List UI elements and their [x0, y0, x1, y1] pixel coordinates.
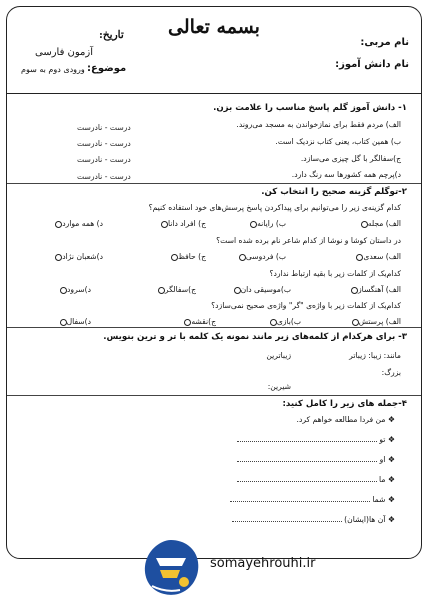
q4-item-4-blank[interactable] — [230, 501, 370, 502]
bullet-star-icon: ❖ — [387, 495, 395, 504]
bullet-star-icon: ❖ — [387, 475, 395, 484]
q3-example-prefix: مانند: زیبا: — [368, 351, 401, 360]
q2-q1-option-b[interactable] — [249, 219, 286, 228]
header-divider — [7, 93, 421, 94]
radio-circle-icon[interactable] — [239, 254, 246, 261]
q1-item-a-tf: درست - نادرست — [77, 123, 131, 132]
q4-item-4-label: شما — [372, 495, 386, 504]
q4-title: ۴-جمله های زیر را کامل کنید: — [282, 399, 407, 409]
q2-q2-option-c[interactable] — [170, 252, 206, 261]
q2-question-4: کدام‌یک از کلمات زیر با واژه‌ی "گر" واژه‌ی صحیح نمی‌سازد؟ — [211, 301, 401, 310]
divider-2 — [7, 327, 421, 328]
q4-item-5-label: آن ها(ایشان) — [344, 515, 386, 524]
subject-value: آزمون فارسی — [35, 47, 94, 58]
q2-q3-option-a[interactable] — [350, 285, 401, 294]
q3-example-superlative: زیباترین — [266, 351, 291, 360]
radio-circle-icon[interactable] — [270, 319, 277, 326]
radio-circle-icon[interactable] — [158, 287, 165, 294]
worksheet-frame — [6, 6, 422, 559]
q2-q1-option-a[interactable] — [360, 219, 401, 228]
q1-item-a: الف) مردم فقط برای نمازخواندن به مسجد می‌روند. — [236, 120, 401, 129]
q2-q3-option-d-label: د)سرود — [67, 285, 91, 294]
subject-label: موضوع: — [87, 63, 127, 74]
q2-q3-option-d[interactable] — [59, 285, 91, 294]
q2-question-2: در داستان کوشا و نوشا از کدام شاعر نام برده شده است؟ — [216, 236, 401, 245]
q3-example-comparative: زیباتر — [349, 351, 366, 360]
radio-circle-icon[interactable] — [161, 221, 168, 228]
q2-q4-option-b-label: ب)بازی — [276, 317, 301, 326]
q4-item-1 — [237, 435, 395, 444]
q4-item-5 — [232, 515, 395, 524]
q4-intro — [297, 415, 395, 424]
radio-circle-icon[interactable] — [60, 319, 67, 326]
q4-item-2 — [237, 455, 395, 464]
q2-q3-option-a-label: الف) آهنگساز — [357, 285, 401, 294]
q4-item-1-label: تو — [379, 435, 386, 444]
q2-q1-option-d[interactable] — [54, 219, 103, 228]
q2-q1-option-d-label: د) همه موارد — [62, 219, 103, 228]
q2-q2-option-d[interactable] — [54, 252, 103, 261]
bullet-star-icon: ❖ — [387, 415, 395, 424]
q2-q3-option-b[interactable] — [233, 285, 291, 294]
teacher-name-label: نام مربی: — [360, 37, 409, 48]
site-url[interactable]: somayehrouhi.ir — [210, 556, 316, 571]
q2-q4-option-a-label: الف) پرستش — [358, 317, 401, 326]
site-logo-icon — [140, 536, 202, 598]
date-label: تاریخ: — [99, 29, 124, 41]
q2-q4-option-d[interactable] — [59, 317, 91, 326]
q2-q3-option-c-label: ج)سفالگر — [164, 285, 196, 294]
q1-item-b-tf: درست - نادرست — [77, 139, 131, 148]
q4-item-4 — [230, 495, 395, 504]
q1-item-d-tf: درست - نادرست — [77, 172, 131, 181]
q3-title: ۳- برای هرکدام از کلمه‌های زیر مانند نمونه یک کلمه با تر و ترین بنویس. — [103, 332, 407, 342]
q2-q2-option-d-label: د)شعبان نژاد — [62, 252, 103, 261]
radio-circle-icon[interactable] — [361, 221, 368, 228]
q4-item-2-blank[interactable] — [237, 461, 377, 462]
radio-circle-icon[interactable] — [60, 287, 67, 294]
bullet-star-icon: ❖ — [387, 435, 395, 444]
q4-item-5-blank[interactable] — [232, 521, 342, 522]
radio-circle-icon[interactable] — [352, 319, 359, 326]
q2-q1-option-a-label: الف) مجله — [367, 219, 401, 228]
header — [7, 7, 421, 93]
q2-q2-option-a-label: الف) سعدی — [363, 252, 401, 261]
q4-intro-text: من فردا مطالعه خواهم کرد. — [296, 415, 386, 424]
q1-item-b: ب) همین کتاب، یعنی کتاب نزدیک است. — [275, 137, 401, 146]
q2-q2-option-c-label: ج) حافظ — [177, 252, 206, 261]
q2-q4-option-a[interactable] — [351, 317, 401, 326]
q1-item-c-tf: درست - نادرست — [77, 155, 131, 164]
divider-3 — [7, 395, 421, 396]
bullet-star-icon: ❖ — [387, 515, 395, 524]
q2-q2-option-a[interactable] — [355, 252, 401, 261]
q1-item-d: د)پرچم همه کشورها سه رنگ دارد. — [291, 170, 401, 179]
radio-circle-icon[interactable] — [351, 287, 358, 294]
divider-1 — [7, 183, 421, 184]
q1-title: ۱- دانش آموز گلم پاسخ مناسب را علامت بزن. — [213, 103, 407, 113]
subject-value-2: ورودی دوم به سوم — [21, 65, 85, 74]
q2-q1-option-b-label: ب) رایانه — [257, 219, 286, 228]
q4-item-3-blank[interactable] — [237, 481, 377, 482]
radio-circle-icon[interactable] — [171, 254, 178, 261]
student-name-label: نام دانش آموز: — [335, 59, 409, 70]
q2-q3-option-c[interactable] — [157, 285, 196, 294]
q2-q1-option-c[interactable] — [160, 219, 206, 228]
radio-circle-icon[interactable] — [234, 287, 241, 294]
q2-q1-option-c-label: ج) افراد دانا — [167, 219, 206, 228]
q4-item-1-blank[interactable] — [237, 441, 377, 442]
q2-title: ۲-توگلم گزینه صحیح را انتخاب کن. — [261, 187, 407, 197]
q3-example-label — [349, 351, 401, 360]
q2-q4-option-c[interactable] — [183, 317, 216, 326]
q2-q2-option-b-label: ب) فردوسی — [245, 252, 286, 261]
q4-item-3 — [237, 475, 395, 484]
q4-item-2-label: او — [379, 455, 386, 464]
bullet-star-icon: ❖ — [387, 455, 395, 464]
q3-item-1: بزرگ: — [381, 368, 401, 377]
q1-item-c: ج)سفالگر با گل چیزی می‌سازد. — [300, 154, 401, 163]
q2-q3-option-b-label: ب)موسیقی دان — [240, 285, 291, 294]
bismillah-title: بسمه تعالی — [168, 16, 260, 38]
q2-q4-option-c-label: ج)نقشه — [191, 317, 216, 326]
q3-item-2: شیرین: — [267, 382, 291, 391]
q2-q4-option-d-label: د)سفال — [66, 317, 91, 326]
q4-item-3-label: ما — [379, 475, 386, 484]
q2-q4-option-b[interactable] — [269, 317, 301, 326]
q2-question-1: کدام گزینه‌ی زیر را می‌توانیم برای پیداکردن پاسخ پرسش‌های خود استفاده کنیم؟ — [148, 203, 401, 212]
q2-question-3: کدام‌یک از کلمات زیر با بقیه ارتباط ندارد؟ — [269, 269, 401, 278]
q2-q2-option-b[interactable] — [238, 252, 286, 261]
